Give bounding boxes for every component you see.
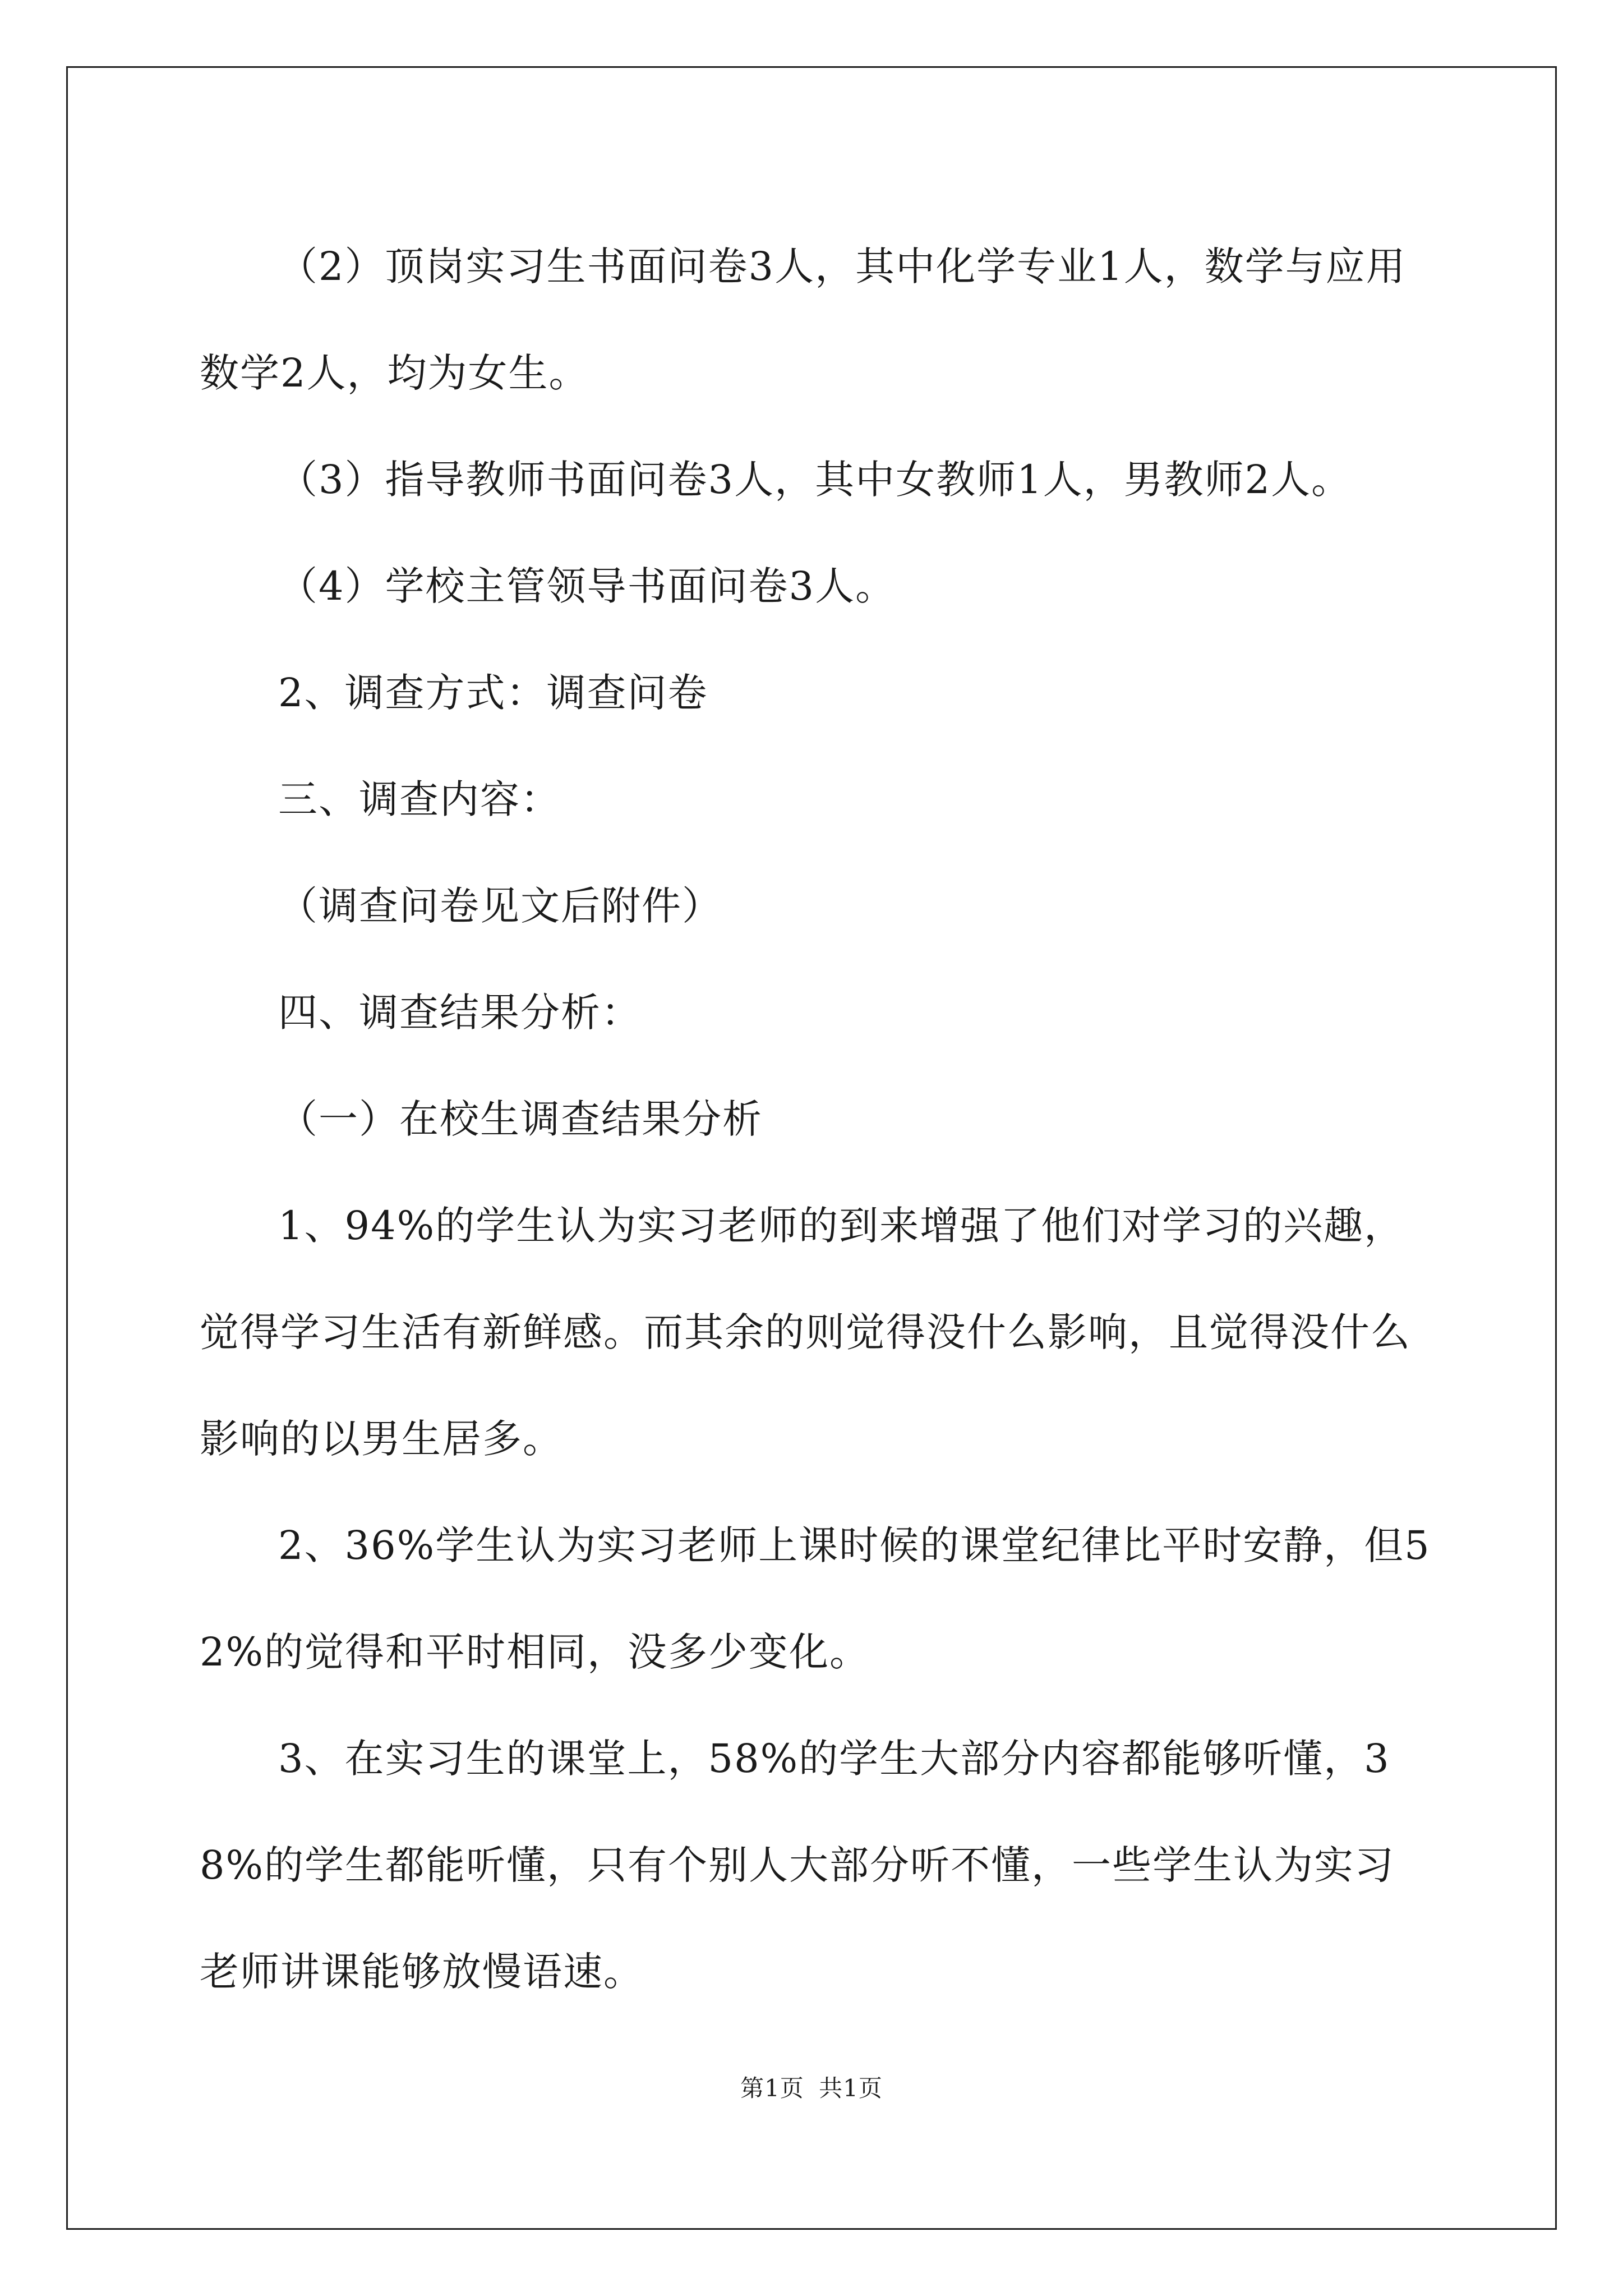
subheading-student-analysis: （一）在校生调查结果分析	[278, 1096, 763, 1142]
paragraph-survey-method: 2、调查方式：调查问卷	[278, 670, 708, 716]
paragraph-questionnaire-teachers: （3）指导教师书面问卷3人，其中女教师1人，男教师2人。	[278, 457, 1352, 503]
page-footer	[0, 2070, 1623, 2104]
paragraph-appendix-note: （调查问卷见文后附件）	[278, 883, 722, 929]
paragraph-finding-1: 1、94%的学生认为实习老师的到来增强了他们对学习的兴趣，觉得学习生活有新鲜感。而其余的则觉得没什么影响，且觉得没什么影响的以男生居多。	[200, 1203, 1411, 1462]
page-total: 共1页	[819, 2074, 883, 2102]
heading-result-analysis: 四、调查结果分析：	[278, 990, 642, 1036]
paragraph-questionnaire-interns: （2）顶岗实习生书面问卷3人，其中化学专业1人，数学与应用数学2人，均为女生。	[200, 243, 1407, 396]
heading-survey-content: 三、调查内容：	[278, 776, 561, 822]
paragraph-finding-2: 2、36%学生认为实习老师上课时候的课堂纪律比平时安静，但52%的觉得和平时相同，没多少变化。	[200, 1522, 1431, 1675]
document-body	[200, 213, 1433, 2025]
paragraph-finding-3: 3、在实习生的课堂上，58%的学生大部分内容都能够听懂，38%的学生都能听懂，只有个别人大部分听不懂，一些学生认为实习老师讲课能够放慢语速。	[200, 1736, 1395, 1995]
paragraph-questionnaire-leaders: （4）学校主管领导书面问卷3人。	[278, 563, 896, 609]
page-number: 第1页	[740, 2074, 804, 2102]
